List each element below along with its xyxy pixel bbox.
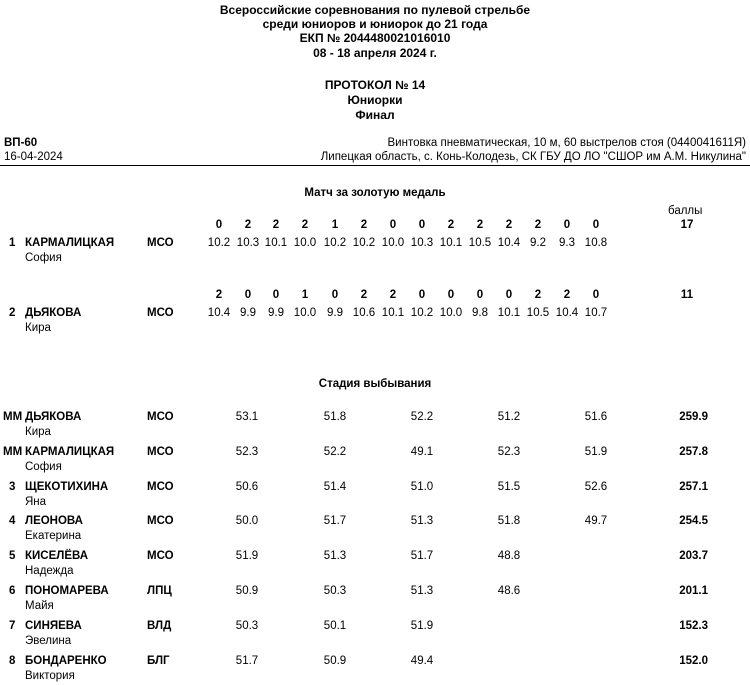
gold-surname: КАРМАЛИЦКАЯ bbox=[25, 237, 115, 249]
gold-shot-score: 10.1 bbox=[497, 307, 521, 319]
elim-place: 4 bbox=[9, 515, 16, 527]
elim-series-score: 51.4 bbox=[323, 481, 347, 493]
gold-set-point: 0 bbox=[563, 219, 571, 231]
elim-name: Екатерина bbox=[25, 530, 82, 542]
elim-total: 257.8 bbox=[679, 446, 708, 458]
gold-name: София bbox=[25, 252, 62, 264]
gold-shot-score: 10.2 bbox=[323, 237, 347, 249]
elim-series-score: 51.3 bbox=[323, 550, 347, 562]
gold-shot-score: 10.0 bbox=[381, 237, 405, 249]
elim-series-score: 48.6 bbox=[497, 585, 521, 597]
elim-series-score: 49.1 bbox=[410, 446, 434, 458]
elim-series-score: 51.8 bbox=[497, 515, 521, 527]
gold-set-point: 1 bbox=[301, 289, 309, 301]
event-dates: 08 - 18 апреля 2024 г. bbox=[313, 46, 437, 60]
elim-series-score: 51.2 bbox=[497, 411, 521, 423]
gold-shot-score: 10.4 bbox=[497, 237, 521, 249]
gold-region: МСО bbox=[147, 307, 174, 319]
elim-region: БЛГ bbox=[147, 655, 170, 667]
gold-set-point: 2 bbox=[505, 219, 513, 231]
gold-match-title: Матч за золотую медаль bbox=[304, 187, 446, 199]
elim-series-score: 51.7 bbox=[235, 655, 259, 667]
elim-surname: ПОНОМАРЕВА bbox=[25, 585, 109, 597]
points-header: баллы bbox=[668, 205, 703, 217]
elim-series-score: 52.3 bbox=[235, 446, 259, 458]
elim-name: София bbox=[25, 461, 62, 473]
gold-shot-score: 10.4 bbox=[555, 307, 579, 319]
event-date: 16-04-2024 bbox=[4, 151, 63, 163]
gold-set-point: 0 bbox=[447, 289, 455, 301]
elim-place: 5 bbox=[9, 550, 16, 562]
gold-surname: ДЬЯКОВА bbox=[25, 307, 82, 319]
gold-shot-score: 9.2 bbox=[530, 237, 546, 249]
gold-set-point: 0 bbox=[215, 219, 223, 231]
gold-place: 2 bbox=[9, 307, 16, 319]
gold-shot-score: 10.6 bbox=[352, 307, 376, 319]
gold-shot-score: 10.1 bbox=[439, 237, 463, 249]
header-divider bbox=[0, 165, 750, 166]
gold-shot-score: 9.9 bbox=[268, 307, 284, 319]
elim-total: 152.3 bbox=[679, 620, 708, 632]
gold-shot-score: 10.2 bbox=[207, 237, 231, 249]
gold-shot-score: 10.0 bbox=[293, 237, 317, 249]
elim-place: ММ bbox=[3, 411, 23, 423]
elim-total: 259.9 bbox=[679, 411, 708, 423]
gold-set-point: 0 bbox=[476, 289, 484, 301]
elim-series-score: 49.4 bbox=[410, 655, 434, 667]
gold-shot-score: 9.9 bbox=[327, 307, 343, 319]
elim-surname: КАРМАЛИЦКАЯ bbox=[25, 446, 115, 458]
protocol-number: ПРОТОКОЛ № 14 bbox=[324, 78, 426, 92]
elim-series-score: 50.9 bbox=[235, 585, 259, 597]
gold-name: Кира bbox=[25, 322, 51, 334]
gold-set-point: 2 bbox=[534, 289, 542, 301]
gold-shot-score: 10.1 bbox=[381, 307, 405, 319]
elim-surname: ЛЕОНОВА bbox=[25, 515, 83, 527]
protocol-stage: Финал bbox=[355, 108, 395, 122]
ekp-number: ЕКП № 2044480021016010 bbox=[299, 31, 451, 45]
gold-set-point: 0 bbox=[244, 289, 252, 301]
gold-set-point: 0 bbox=[505, 289, 513, 301]
elimination-title: Стадия выбывания bbox=[318, 378, 432, 390]
elim-name: Майя bbox=[25, 600, 54, 612]
elim-region: МСО bbox=[147, 481, 174, 493]
venue: Липецкая область, с. Конь-Колодезь, СК ГБУ ДО ЛО "СШОР им А.М. Никулина" bbox=[320, 151, 746, 163]
gold-set-point: 0 bbox=[331, 289, 339, 301]
elim-series-score: 51.7 bbox=[410, 550, 434, 562]
gold-shot-score: 10.3 bbox=[236, 237, 260, 249]
gold-set-point: 2 bbox=[563, 289, 571, 301]
gold-set-point: 0 bbox=[272, 289, 280, 301]
gold-set-point: 2 bbox=[389, 289, 397, 301]
elim-series-score: 50.0 bbox=[235, 515, 259, 527]
elim-series-score: 53.1 bbox=[235, 411, 259, 423]
gold-region: МСО bbox=[147, 237, 174, 249]
elim-total: 254.5 bbox=[679, 515, 708, 527]
elim-surname: СИНЯЕВА bbox=[25, 620, 82, 632]
gold-set-point: 2 bbox=[447, 219, 455, 231]
elim-series-score: 51.9 bbox=[235, 550, 259, 562]
gold-set-point: 0 bbox=[592, 289, 600, 301]
gold-set-point: 2 bbox=[215, 289, 223, 301]
gold-set-point: 2 bbox=[360, 289, 368, 301]
elim-series-score: 50.6 bbox=[235, 481, 259, 493]
elim-series-score: 50.3 bbox=[235, 620, 259, 632]
elim-series-score: 51.3 bbox=[410, 585, 434, 597]
gold-shot-score: 9.8 bbox=[472, 307, 488, 319]
elim-name: Надежда bbox=[25, 565, 74, 577]
gold-set-point: 2 bbox=[272, 219, 280, 231]
gold-shot-score: 10.5 bbox=[526, 307, 550, 319]
elim-series-score: 50.9 bbox=[323, 655, 347, 667]
elim-total: 152.0 bbox=[679, 655, 708, 667]
gold-shot-score: 10.0 bbox=[439, 307, 463, 319]
gold-shot-score: 10.0 bbox=[293, 307, 317, 319]
elim-name: Яна bbox=[25, 496, 47, 508]
elim-series-score: 52.6 bbox=[584, 481, 608, 493]
gold-shot-score: 10.8 bbox=[584, 237, 608, 249]
elim-series-score: 51.6 bbox=[584, 411, 608, 423]
elim-region: МСО bbox=[147, 446, 174, 458]
elim-series-score: 50.3 bbox=[323, 585, 347, 597]
gold-shot-score: 9.9 bbox=[240, 307, 256, 319]
discipline: Винтовка пневматическая, 10 м, 60 выстрелов стоя (0440041611Я) bbox=[387, 137, 746, 149]
elim-total: 201.1 bbox=[679, 585, 708, 597]
elim-series-score: 52.2 bbox=[323, 446, 347, 458]
elim-surname: КИСЕЛЁВА bbox=[25, 550, 89, 562]
elim-series-score: 51.7 bbox=[323, 515, 347, 527]
elim-series-score: 50.1 bbox=[323, 620, 347, 632]
gold-set-point: 2 bbox=[244, 219, 252, 231]
gold-set-point: 0 bbox=[592, 219, 600, 231]
elim-series-score: 51.5 bbox=[497, 481, 521, 493]
elim-surname: БОНДАРЕНКО bbox=[25, 655, 107, 667]
gold-set-point: 2 bbox=[534, 219, 542, 231]
gold-set-point: 1 bbox=[331, 219, 339, 231]
elim-series-score: 51.0 bbox=[410, 481, 434, 493]
elim-region: МСО bbox=[147, 550, 174, 562]
elim-place: 3 bbox=[9, 481, 16, 493]
protocol-category: Юниорки bbox=[347, 93, 403, 107]
gold-shot-score: 10.4 bbox=[207, 307, 231, 319]
elim-name: Кира bbox=[25, 426, 51, 438]
gold-shot-score: 10.1 bbox=[264, 237, 288, 249]
elim-region: МСО bbox=[147, 411, 174, 423]
gold-total: 17 bbox=[680, 219, 694, 231]
elim-place: 7 bbox=[9, 620, 16, 632]
gold-shot-score: 10.7 bbox=[584, 307, 608, 319]
elim-series-score: 51.3 bbox=[410, 515, 434, 527]
event-code: ВП-60 bbox=[4, 137, 38, 149]
gold-set-point: 2 bbox=[301, 219, 309, 231]
gold-total: 11 bbox=[680, 289, 694, 301]
gold-set-point: 0 bbox=[389, 219, 397, 231]
elim-name: Эвелина bbox=[25, 635, 72, 647]
elim-total: 257.1 bbox=[679, 481, 708, 493]
elim-total: 203.7 bbox=[679, 550, 708, 562]
event-title-line-1: Всероссийские соревнования по пулевой стрельбе bbox=[219, 3, 531, 17]
elim-place: 6 bbox=[9, 585, 16, 597]
gold-set-point: 0 bbox=[418, 219, 426, 231]
gold-shot-score: 10.2 bbox=[352, 237, 376, 249]
elim-series-score: 52.2 bbox=[410, 411, 434, 423]
gold-place: 1 bbox=[9, 237, 16, 249]
elim-series-score: 48.8 bbox=[497, 550, 521, 562]
elim-series-score: 51.9 bbox=[410, 620, 434, 632]
elim-surname: ЩЕКОТИХИНА bbox=[25, 481, 109, 493]
elim-region: ВЛД bbox=[147, 620, 172, 632]
gold-shot-score: 10.5 bbox=[468, 237, 492, 249]
gold-set-point: 0 bbox=[418, 289, 426, 301]
gold-shot-score: 9.3 bbox=[559, 237, 575, 249]
elim-series-score: 49.7 bbox=[584, 515, 608, 527]
elim-region: ЛПЦ bbox=[147, 585, 172, 597]
elim-series-score: 51.9 bbox=[584, 446, 608, 458]
elim-series-score: 52.3 bbox=[497, 446, 521, 458]
elim-name: Виктория bbox=[25, 670, 75, 682]
gold-set-point: 2 bbox=[360, 219, 368, 231]
elim-surname: ДЬЯКОВА bbox=[25, 411, 82, 423]
elim-region: МСО bbox=[147, 515, 174, 527]
gold-set-point: 2 bbox=[476, 219, 484, 231]
elim-place: ММ bbox=[3, 446, 23, 458]
elim-series-score: 51.8 bbox=[323, 411, 347, 423]
elim-place: 8 bbox=[9, 655, 16, 667]
gold-shot-score: 10.2 bbox=[410, 307, 434, 319]
event-title-line-2: среди юниоров и юниорок до 21 года bbox=[262, 17, 488, 31]
gold-shot-score: 10.3 bbox=[410, 237, 434, 249]
